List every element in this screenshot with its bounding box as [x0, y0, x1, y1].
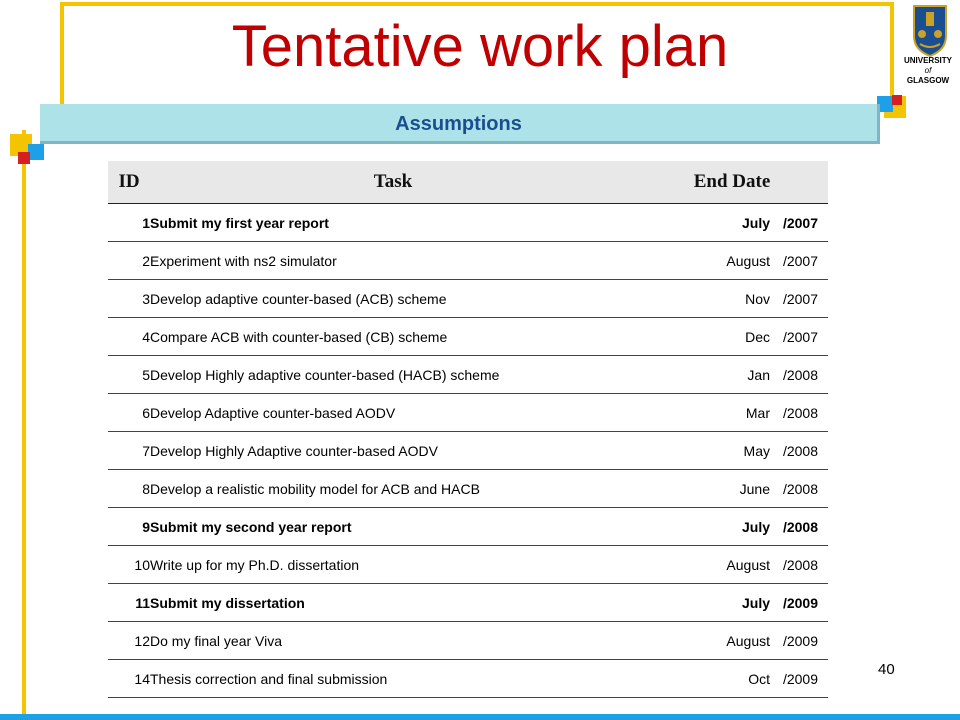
row-end-year: /2009 [782, 670, 818, 687]
row-task: Develop Highly Adaptive counter-based AODV [150, 432, 636, 470]
row-end-month: August [726, 252, 770, 269]
row-task: Do my final year Viva [150, 622, 636, 660]
row-end-date [636, 280, 828, 318]
left-yellow-line [22, 130, 26, 714]
row-end-month: Nov [745, 290, 770, 307]
row-end-month: Jan [747, 366, 770, 383]
header-task: Task [150, 161, 636, 204]
row-id: 9 [108, 508, 150, 546]
row-task: Compare ACB with counter-based (CB) scheme [150, 318, 636, 356]
row-end-month: July [741, 518, 770, 535]
row-task: Experiment with ns2 simulator [150, 242, 636, 280]
row-id: 1 [108, 204, 150, 242]
row-end-month: Dec [745, 328, 770, 345]
row-task: Submit my second year report [150, 508, 636, 546]
row-task: Develop Adaptive counter-based AODV [150, 394, 636, 432]
right-yellow-line [890, 2, 894, 98]
row-id: 6 [108, 394, 150, 432]
row-id: 8 [108, 470, 150, 508]
row-end-year: /2009 [782, 632, 818, 649]
row-end-date [636, 242, 828, 280]
assumptions-banner [40, 104, 880, 144]
left-yellow-line-upper [60, 2, 64, 104]
table-body [108, 204, 828, 698]
table-row [108, 546, 828, 584]
row-end-year: /2009 [782, 594, 818, 611]
work-plan-table [108, 161, 828, 698]
row-end-date [636, 546, 828, 584]
row-end-year: /2008 [782, 442, 818, 459]
table-row [108, 394, 828, 432]
row-end-year: /2008 [782, 518, 818, 535]
assumptions-label: Assumptions [395, 113, 522, 135]
page-number: 40 [878, 661, 895, 678]
table-row [108, 204, 828, 242]
table-row [108, 242, 828, 280]
row-end-date [636, 660, 828, 698]
row-end-date [636, 508, 828, 546]
left-blue-square [28, 144, 44, 160]
row-task: Develop Highly adaptive counter-based (HACB) scheme [150, 356, 636, 394]
row-end-year: /2008 [782, 404, 818, 421]
row-id: 5 [108, 356, 150, 394]
row-end-month: May [743, 442, 770, 459]
table-row [108, 660, 828, 698]
row-task: Develop a realistic mobility model for ACB and HACB [150, 470, 636, 508]
row-end-year: /2007 [782, 290, 818, 307]
row-end-year: /2008 [782, 480, 818, 497]
right-red-square [892, 95, 902, 105]
row-id: 7 [108, 432, 150, 470]
row-task: Thesis correction and final submission [150, 660, 636, 698]
row-id: 12 [108, 622, 150, 660]
page-title: Tentative work plan [231, 14, 729, 79]
row-end-month: July [741, 214, 770, 231]
table-row [108, 584, 828, 622]
row-end-month: June [739, 480, 770, 497]
row-end-date [636, 470, 828, 508]
table-row [108, 432, 828, 470]
row-task: Submit my dissertation [150, 584, 636, 622]
header-id: ID [108, 161, 150, 204]
row-end-year: /2007 [782, 252, 818, 269]
left-red-square [18, 152, 30, 164]
table-row [108, 508, 828, 546]
row-end-month: August [726, 632, 770, 649]
row-end-month: August [726, 556, 770, 573]
row-end-date [636, 356, 828, 394]
table-row [108, 280, 828, 318]
row-end-date [636, 204, 828, 242]
row-task: Write up for my Ph.D. dissertation [150, 546, 636, 584]
row-id: 4 [108, 318, 150, 356]
row-id: 10 [108, 546, 150, 584]
row-end-date [636, 584, 828, 622]
row-end-month: July [741, 594, 770, 611]
row-id: 11 [108, 584, 150, 622]
row-end-year: /2007 [782, 328, 818, 345]
university-logo-text: UNIVERSITY of GLASGOW [903, 56, 952, 85]
row-end-year: /2007 [782, 214, 818, 231]
row-end-month: Mar [745, 404, 770, 421]
row-id: 14 [108, 660, 150, 698]
row-end-year: /2008 [782, 556, 818, 573]
top-yellow-line [60, 2, 894, 6]
row-end-date [636, 432, 828, 470]
row-end-date [636, 622, 828, 660]
row-id: 2 [108, 242, 150, 280]
row-end-date [636, 394, 828, 432]
row-end-year: /2008 [782, 366, 818, 383]
row-end-month: Oct [748, 670, 770, 687]
table-row [108, 622, 828, 660]
bottom-blue-line [0, 714, 960, 720]
header-end-date: End Date [636, 161, 828, 204]
row-task: Develop adaptive counter-based (ACB) scheme [150, 280, 636, 318]
table-header-row [108, 161, 828, 204]
row-task: Submit my first year report [150, 204, 636, 242]
table-row [108, 318, 828, 356]
table-row [108, 470, 828, 508]
row-id: 3 [108, 280, 150, 318]
table-row [108, 356, 828, 394]
row-end-date [636, 318, 828, 356]
